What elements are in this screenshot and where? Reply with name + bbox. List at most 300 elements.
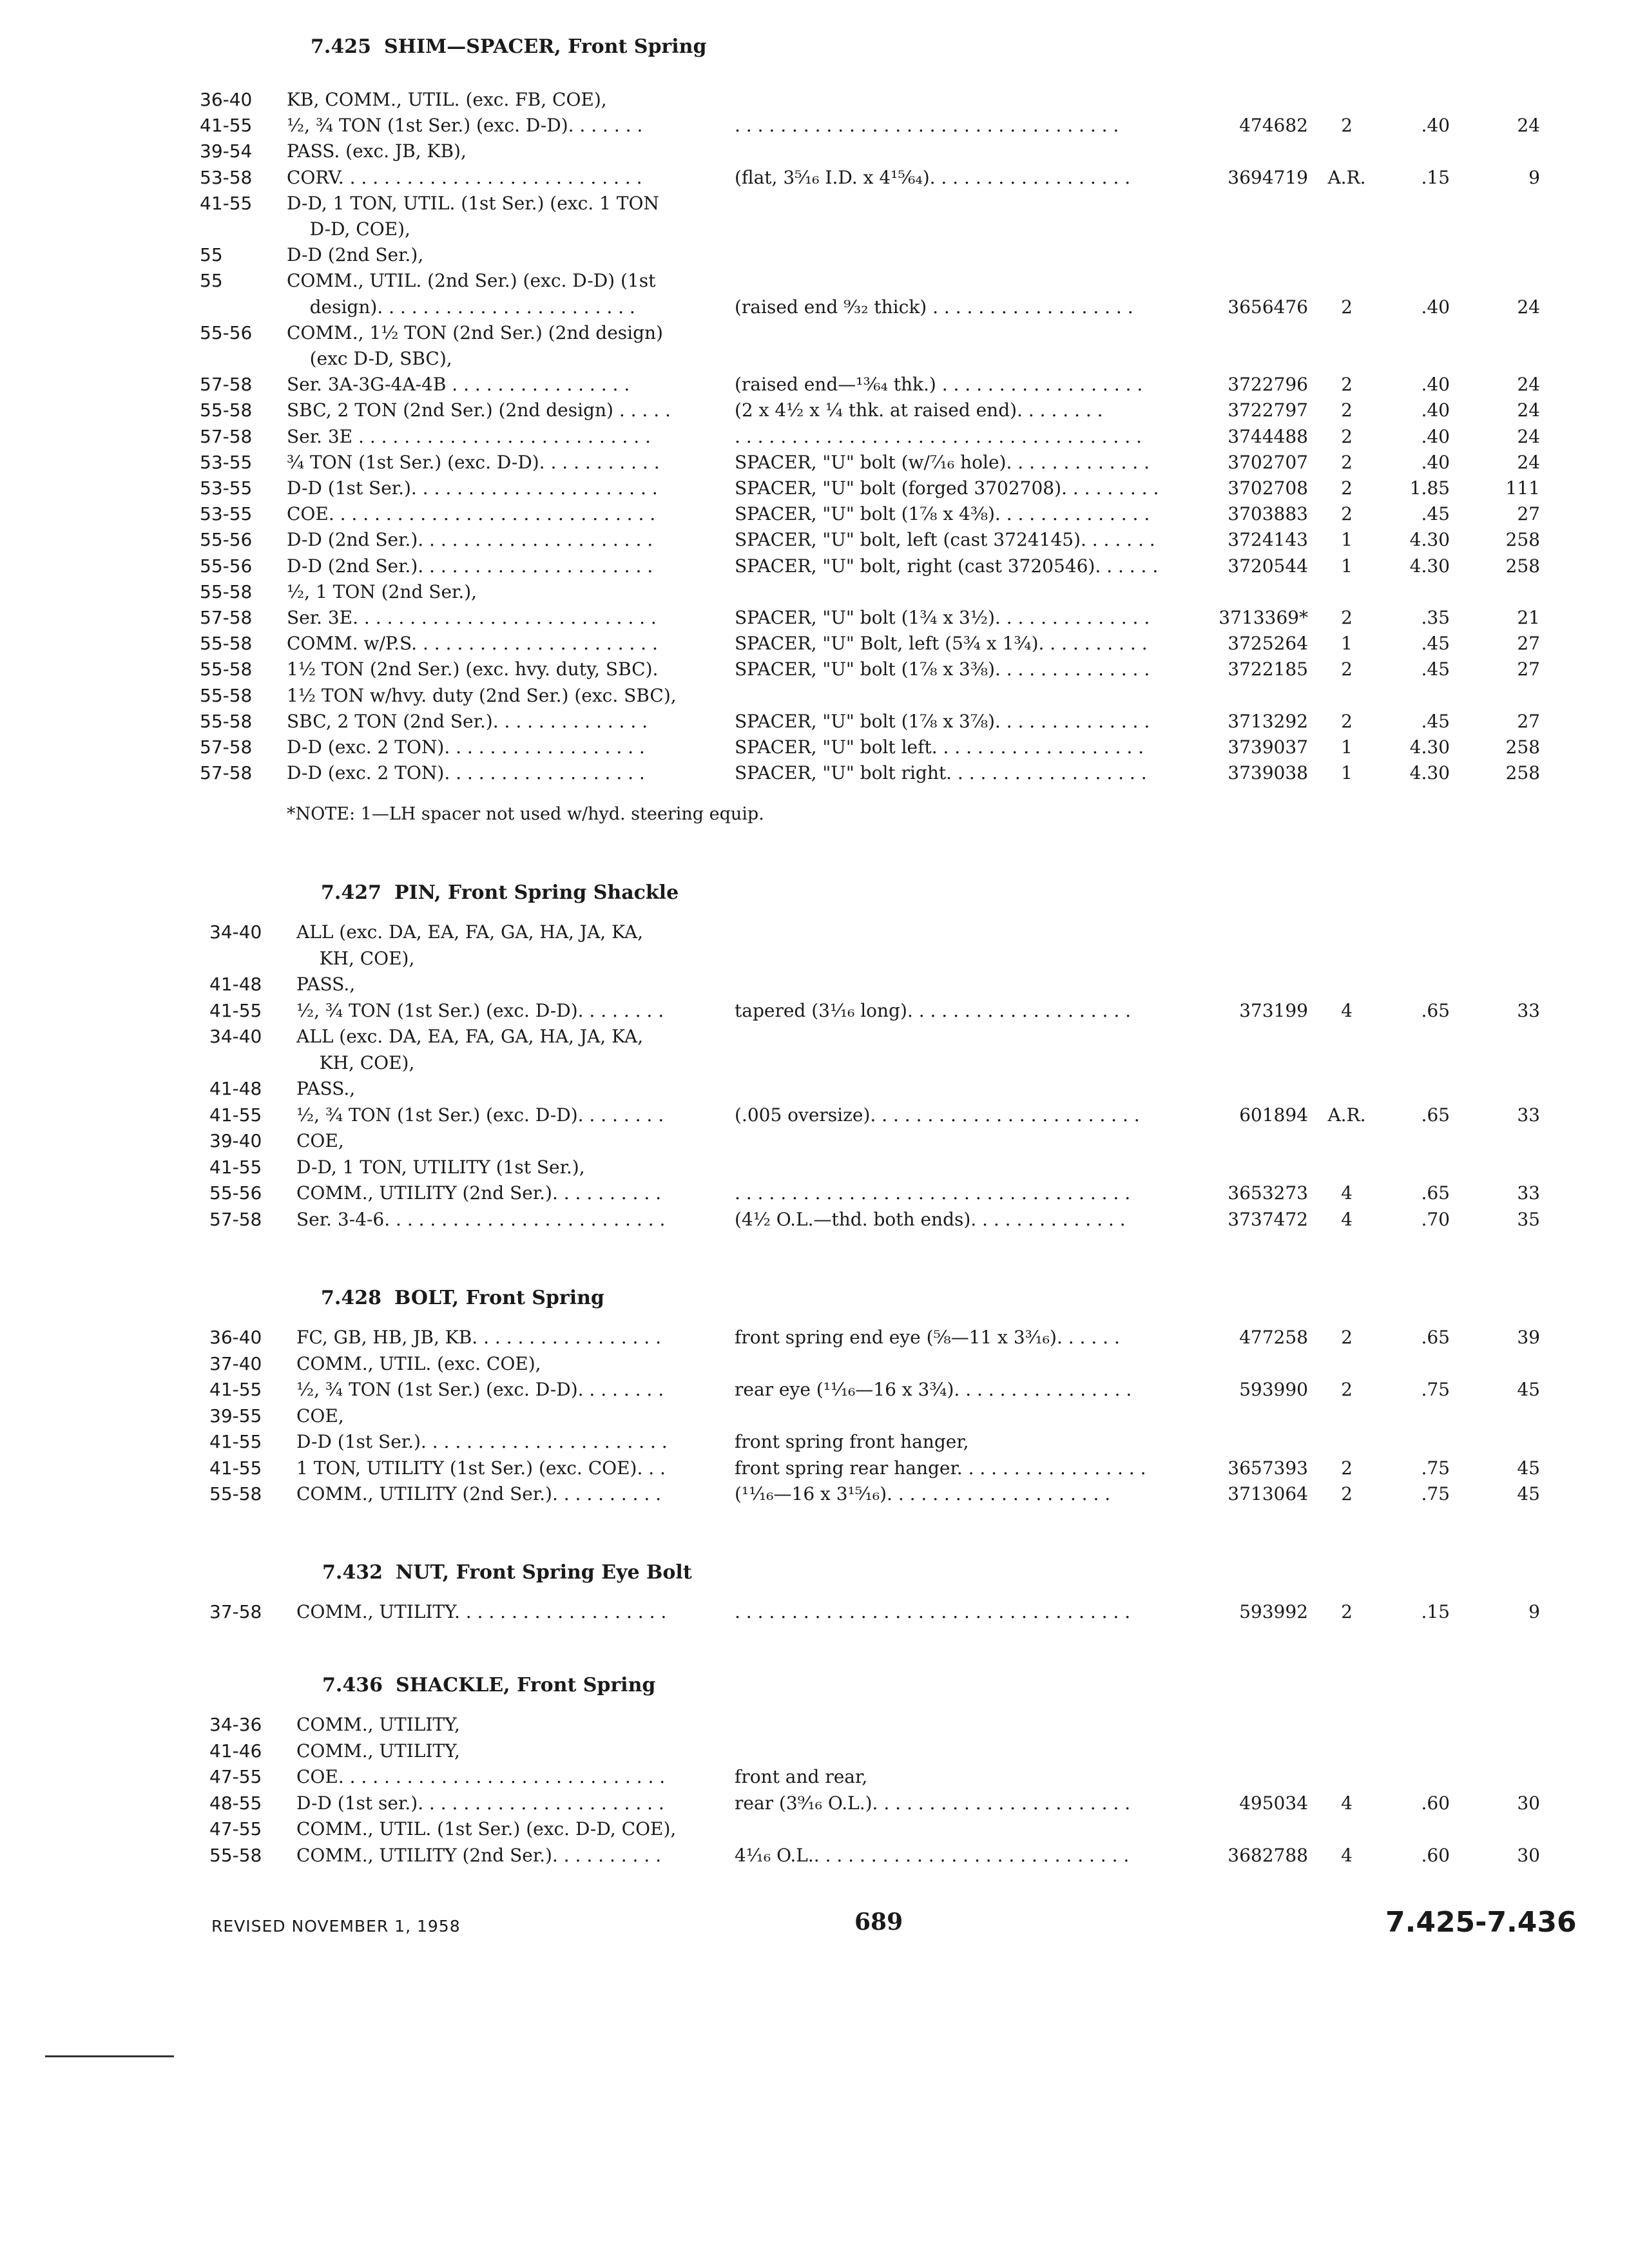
application: COMM., UTILITY (2nd Ser.). . . . . . . . . .	[296, 1483, 662, 1504]
model-years: 41-55	[209, 1104, 262, 1126]
application: COMM., 1½ TON (2nd Ser.) (2nd design)	[287, 322, 663, 343]
application: ½, ¾ TON (1st Ser.) (exc. D-D). . . . . . . .	[296, 1104, 664, 1126]
table-row	[0, 191, 1629, 216]
application: D-D (exc. 2 TON). . . . . . . . . . . . . . . . . .	[287, 762, 645, 783]
list-price: 4.30	[1409, 762, 1450, 783]
list-price: .75	[1421, 1483, 1450, 1504]
part-number: 3713064	[1228, 1483, 1308, 1504]
model-years: 41-55	[209, 1379, 262, 1400]
application: D-D (2nd Ser.),	[287, 244, 424, 265]
table-row	[0, 1180, 1629, 1206]
model-years: 34-40	[209, 1026, 262, 1047]
remarks: front and rear,	[735, 1766, 868, 1787]
table-row	[0, 1024, 1629, 1050]
part-number: 3713369*	[1219, 607, 1308, 628]
price-change: 33	[1517, 1104, 1540, 1126]
price-change: 27	[1517, 503, 1540, 524]
list-price: 4.30	[1409, 736, 1450, 758]
section-number: 7.428	[321, 1287, 381, 1309]
application: FC, GB, HB, JB, KB. . . . . . . . . . . . . . . . .	[296, 1327, 662, 1348]
model-years: 39-55	[209, 1405, 262, 1427]
model-years: 53-55	[200, 477, 253, 499]
price-change: 45	[1517, 1483, 1540, 1504]
application: ½, ¾ TON (1st Ser.) (exc. D-D). . . . . . .	[287, 115, 643, 136]
price-change: 258	[1505, 762, 1540, 783]
list-price: .45	[1421, 658, 1450, 680]
list-price: .45	[1421, 711, 1450, 732]
list-price: .65	[1421, 1182, 1450, 1204]
table-row	[0, 1403, 1629, 1429]
part-number: 593990	[1239, 1379, 1308, 1400]
table-row	[0, 1351, 1629, 1377]
application: D-D (1st ser.). . . . . . . . . . . . . . . . . . . . . .	[296, 1792, 664, 1814]
quantity: 2	[1341, 1379, 1353, 1400]
price-change: 24	[1517, 115, 1540, 136]
quantity: 1	[1341, 529, 1353, 550]
table-row	[0, 1791, 1629, 1816]
remarks: front spring rear hanger. . . . . . . . . . . . . . . . .	[735, 1457, 1146, 1479]
table-row	[0, 1429, 1629, 1455]
price-change: 27	[1517, 658, 1540, 680]
part-number: 3744488	[1228, 426, 1308, 447]
application: D-D (2nd Ser.). . . . . . . . . . . . . . . . . . . . .	[287, 529, 653, 550]
model-years: 55-58	[200, 658, 253, 680]
part-number: 495034	[1239, 1792, 1308, 1814]
part-number: 3656476	[1228, 296, 1308, 318]
table-row	[0, 553, 1629, 579]
part-number: 3702708	[1228, 477, 1308, 499]
list-price: 4.30	[1409, 529, 1450, 550]
part-number: 3722185	[1228, 658, 1308, 680]
application: KB, COMM., UTIL. (exc. FB, COE),	[287, 89, 607, 110]
remarks: SPACER, "U" bolt (1⅞ x 4⅜). . . . . . . . . . . . . .	[735, 503, 1150, 524]
quantity: 4	[1341, 1182, 1353, 1204]
table-row	[0, 1325, 1629, 1350]
model-years: 57-58	[209, 1209, 262, 1230]
list-price: .65	[1421, 1000, 1450, 1021]
page-number: 689	[854, 1908, 903, 1936]
part-number: 3739038	[1228, 762, 1308, 783]
model-years: 57-58	[200, 607, 253, 628]
quantity: 2	[1341, 452, 1353, 473]
table-row	[0, 1764, 1629, 1790]
table-row	[0, 294, 1629, 320]
section-number: 7.436	[322, 1674, 383, 1696]
model-years: 41-55	[200, 115, 253, 136]
application: 1½ TON w/hvy. duty (2nd Ser.) (exc. SBC),	[287, 685, 677, 706]
model-years: 41-55	[200, 193, 253, 214]
application: PASS.,	[296, 974, 356, 995]
part-number: 3720544	[1228, 555, 1308, 577]
application: D-D (1st Ser.). . . . . . . . . . . . . . . . . . . . . .	[287, 477, 658, 499]
list-price: .75	[1421, 1379, 1450, 1400]
section-number: 7.425	[311, 35, 371, 58]
list-price: .60	[1421, 1845, 1450, 1866]
table-row	[0, 1102, 1629, 1128]
price-change: 35	[1517, 1209, 1540, 1230]
model-years: 41-46	[209, 1740, 262, 1762]
list-price: 1.85	[1409, 477, 1450, 499]
model-years: 41-55	[209, 1157, 262, 1178]
application: Ser. 3E . . . . . . . . . . . . . . . . . . . . . . . . . .	[287, 426, 651, 447]
application: COMM., UTIL. (2nd Ser.) (exc. D-D) (1st	[287, 270, 656, 291]
quantity: 1	[1341, 762, 1353, 783]
part-number: 3722797	[1228, 399, 1308, 421]
model-years: 55-58	[200, 685, 253, 706]
part-number: 3694719	[1228, 167, 1308, 188]
application: COE,	[296, 1405, 344, 1427]
price-change: 258	[1505, 529, 1540, 550]
list-price: .40	[1421, 426, 1450, 447]
model-years: 47-55	[209, 1818, 262, 1840]
model-years: 41-48	[209, 974, 262, 995]
list-price: .75	[1421, 1457, 1450, 1479]
table-row	[0, 372, 1629, 398]
application: COMM., UTILITY,	[296, 1740, 460, 1762]
model-years: 55-56	[200, 555, 253, 577]
application: PASS. (exc. JB, KB),	[287, 140, 467, 162]
list-price: .15	[1421, 167, 1450, 188]
part-number: 3724143	[1228, 529, 1308, 550]
table-row	[0, 87, 1629, 113]
quantity: A.R.	[1327, 167, 1366, 188]
part-number: 3653273	[1228, 1182, 1308, 1204]
application: Ser. 3A-3G-4A-4B . . . . . . . . . . . . . . . .	[287, 374, 630, 395]
remarks: (raised end ⁹⁄₃₂ thick) . . . . . . . . . . . . . . . . . .	[735, 296, 1133, 318]
part-number: 373199	[1239, 1000, 1308, 1021]
application: COE. . . . . . . . . . . . . . . . . . . . . . . . . . . . .	[296, 1766, 666, 1787]
application: COMM., UTIL. (1st Ser.) (exc. D-D, COE),	[296, 1818, 677, 1840]
application: ALL (exc. DA, EA, FA, GA, HA, JA, KA,	[296, 1026, 644, 1047]
quantity: 2	[1341, 296, 1353, 318]
table-row	[0, 1816, 1629, 1842]
application: D-D (2nd Ser.). . . . . . . . . . . . . . . . . . . . .	[287, 555, 653, 577]
price-change: 24	[1517, 426, 1540, 447]
model-years: 41-55	[209, 1431, 262, 1452]
price-change: 45	[1517, 1379, 1540, 1400]
application: COE. . . . . . . . . . . . . . . . . . . . . . . . . . . . .	[287, 503, 656, 524]
table-row	[0, 1738, 1629, 1764]
application: 1½ TON (2nd Ser.) (exc. hvy. duty, SBC).	[287, 658, 659, 680]
quantity: 2	[1341, 1483, 1353, 1504]
table-row	[0, 398, 1629, 423]
model-years: 41-55	[209, 1457, 262, 1479]
application: D-D (1st Ser.). . . . . . . . . . . . . . . . . . . . . .	[296, 1431, 668, 1452]
model-years: 55	[200, 244, 223, 265]
table-row	[0, 346, 1629, 372]
list-price: .45	[1421, 633, 1450, 654]
application: KH, COE),	[296, 948, 415, 969]
section-title: NUT, Front Spring Eye Bolt	[395, 1561, 692, 1584]
application: COMM., UTILITY (2nd Ser.). . . . . . . . . .	[296, 1182, 662, 1204]
revision-date: REVISED NOVEMBER 1, 1958	[211, 1917, 461, 1936]
quantity: 2	[1341, 711, 1353, 732]
price-change: 39	[1517, 1327, 1540, 1348]
remarks: front spring end eye (⅝—11 x 3³⁄₁₆). . . . . .	[735, 1327, 1120, 1348]
remarks: (raised end—¹³⁄₆₄ thk.) . . . . . . . . . . . . . . . . . .	[735, 374, 1143, 395]
quantity: 2	[1341, 115, 1353, 136]
remarks: SPACER, "U" bolt, right (cast 3720546). . . . . .	[735, 555, 1159, 577]
section-title: SHIM—SPACER, Front Spring	[383, 35, 707, 58]
remarks: rear (3⁹⁄₁₆ O.L.). . . . . . . . . . . . . . . . . . . . . . .	[735, 1792, 1131, 1814]
price-change: 24	[1517, 399, 1540, 421]
model-years: 48-55	[209, 1792, 262, 1814]
scan-artifact-line	[45, 2055, 174, 2057]
model-years: 55-58	[200, 399, 253, 421]
model-years: 57-58	[200, 374, 253, 395]
quantity: 2	[1341, 374, 1353, 395]
remarks: . . . . . . . . . . . . . . . . . . . . . . . . . . . . . . . . . .	[735, 115, 1119, 136]
model-years: 36-40	[209, 1327, 262, 1348]
remarks: (flat, 3⁵⁄₁₆ I.D. x 4¹⁵⁄₆₄). . . . . . . . . . . . . . . . . .	[735, 167, 1131, 188]
list-price: .45	[1421, 503, 1450, 524]
remarks: SPACER, "U" bolt (w/⁷⁄₁₆ hole). . . . . . . . . . . . .	[735, 452, 1150, 473]
quantity: 4	[1341, 1845, 1353, 1866]
table-row	[0, 631, 1629, 657]
section-title: SHACKLE, Front Spring	[395, 1674, 656, 1696]
model-years: 53-55	[200, 503, 253, 524]
remarks: tapered (3¹⁄₁₆ long). . . . . . . . . . . . . . . . . . . .	[735, 1000, 1132, 1021]
list-price: .70	[1421, 1209, 1450, 1230]
part-number: 3725264	[1228, 633, 1308, 654]
remarks: (.005 oversize). . . . . . . . . . . . . . . . . . . . . . . .	[735, 1104, 1140, 1126]
application: D-D, 1 TON, UTILITY (1st Ser.),	[296, 1157, 585, 1178]
remarks: SPACER, "U" bolt (forged 3702708). . . . . . . . .	[735, 477, 1159, 499]
remarks: SPACER, "U" bolt (1⅞ x 3⅜). . . . . . . . . . . . . .	[735, 658, 1150, 680]
table-row	[0, 1712, 1629, 1738]
section-heading	[321, 1287, 604, 1309]
model-years: 41-55	[209, 1000, 262, 1021]
quantity: 4	[1341, 1792, 1353, 1814]
table-row	[0, 657, 1629, 682]
application: COE,	[296, 1130, 344, 1151]
quantity: A.R.	[1327, 1104, 1366, 1126]
application: Ser. 3-4-6. . . . . . . . . . . . . . . . . . . . . . . . .	[296, 1209, 666, 1230]
part-number: 3737472	[1228, 1209, 1308, 1230]
quantity: 2	[1341, 503, 1353, 524]
price-change: 45	[1517, 1457, 1540, 1479]
section-range: 7.425-7.436	[1385, 1906, 1577, 1939]
application: ALL (exc. DA, EA, FA, GA, HA, JA, KA,	[296, 921, 644, 943]
application: KH, COE),	[296, 1052, 415, 1073]
table-row	[0, 1377, 1629, 1403]
model-years: 41-48	[209, 1078, 262, 1099]
remarks: . . . . . . . . . . . . . . . . . . . . . . . . . . . . . . . . . . .	[735, 1601, 1131, 1622]
quantity: 1	[1341, 555, 1353, 577]
application: COMM., UTILITY (2nd Ser.). . . . . . . . . .	[296, 1845, 662, 1866]
model-years: 55-56	[200, 322, 253, 343]
price-change: 258	[1505, 736, 1540, 758]
model-years: 39-54	[200, 140, 253, 162]
part-number: 3682788	[1228, 1845, 1308, 1866]
table-row	[0, 1599, 1629, 1625]
price-change: 9	[1528, 1601, 1540, 1622]
table-row	[0, 424, 1629, 450]
table-row	[0, 1207, 1629, 1233]
list-price: .65	[1421, 1104, 1450, 1126]
model-years: 57-58	[200, 426, 253, 447]
quantity: 1	[1341, 736, 1353, 758]
quantity: 2	[1341, 607, 1353, 628]
price-change: 33	[1517, 1000, 1540, 1021]
table-row	[0, 113, 1629, 139]
price-change: 9	[1528, 167, 1540, 188]
quantity: 4	[1341, 1000, 1353, 1021]
list-price: .65	[1421, 1327, 1450, 1348]
table-row	[0, 216, 1629, 242]
table-row	[0, 579, 1629, 605]
part-number: 3702707	[1228, 452, 1308, 473]
section-heading	[311, 35, 706, 58]
table-row	[0, 476, 1629, 501]
price-change: 33	[1517, 1182, 1540, 1204]
part-number: 474682	[1239, 115, 1308, 136]
remarks: SPACER, "U" bolt, left (cast 3724145). . . . . . .	[735, 529, 1155, 550]
application: D-D (exc. 2 TON). . . . . . . . . . . . . . . . . .	[287, 736, 645, 758]
table-row	[0, 683, 1629, 709]
application: 1 TON, UTILITY (1st Ser.) (exc. COE). . .	[296, 1457, 666, 1479]
model-years: 53-58	[200, 167, 253, 188]
model-years: 55-58	[209, 1483, 262, 1504]
price-change: 24	[1517, 374, 1540, 395]
quantity: 2	[1341, 1327, 1353, 1348]
quantity: 2	[1341, 477, 1353, 499]
part-number: 3739037	[1228, 736, 1308, 758]
list-price: .40	[1421, 399, 1450, 421]
model-years: 55-58	[200, 581, 253, 602]
remarks: front spring front hanger,	[735, 1431, 969, 1452]
section-heading	[322, 1561, 692, 1584]
price-change: 27	[1517, 633, 1540, 654]
part-number: 3722796	[1228, 374, 1308, 395]
table-row	[0, 1456, 1629, 1481]
application: D-D, COE),	[287, 218, 410, 240]
model-years: 55-58	[209, 1845, 262, 1866]
model-years: 37-58	[209, 1601, 262, 1622]
application: COMM. w/P.S. . . . . . . . . . . . . . . . . . . . . .	[287, 633, 658, 654]
remarks: rear eye (¹¹⁄₁₆—16 x 3¾). . . . . . . . . . . . . . . .	[735, 1379, 1132, 1400]
table-row	[0, 1843, 1629, 1869]
price-change: 258	[1505, 555, 1540, 577]
remarks: (2 x 4½ x ¼ thk. at raised end). . . . . . . .	[735, 399, 1103, 421]
table-row	[0, 450, 1629, 476]
table-row	[0, 605, 1629, 631]
remarks: SPACER, "U" Bolt, left (5¾ x 1¾). . . . . . . . . .	[735, 633, 1148, 654]
table-row	[0, 320, 1629, 346]
application: (exc D-D, SBC),	[287, 348, 452, 369]
model-years: 55-58	[200, 633, 253, 654]
remarks: SPACER, "U" bolt right. . . . . . . . . . . . . . . . . .	[735, 762, 1147, 783]
application: Ser. 3E. . . . . . . . . . . . . . . . . . . . . . . . . . .	[287, 607, 657, 628]
quantity: 2	[1341, 1457, 1353, 1479]
table-row	[0, 998, 1629, 1024]
section-number: 7.427	[321, 881, 381, 904]
table-row	[0, 735, 1629, 760]
model-years: 55-58	[200, 711, 253, 732]
section-number: 7.432	[322, 1561, 383, 1584]
table-row	[0, 972, 1629, 997]
application: CORV. . . . . . . . . . . . . . . . . . . . . . . . . . .	[287, 167, 642, 188]
table-row	[0, 139, 1629, 164]
model-years: 55-56	[209, 1182, 262, 1204]
application: design). . . . . . . . . . . . . . . . . . . . . . .	[287, 296, 635, 318]
table-row	[0, 527, 1629, 553]
section-heading	[321, 881, 679, 904]
table-row	[0, 1076, 1629, 1102]
application: COMM., UTILITY. . . . . . . . . . . . . . . . . . .	[296, 1601, 667, 1622]
remarks: . . . . . . . . . . . . . . . . . . . . . . . . . . . . . . . . . . .	[735, 1182, 1131, 1204]
application: SBC, 2 TON (2nd Ser.) (2nd design) . . . . .	[287, 399, 671, 421]
application: PASS.,	[296, 1078, 356, 1099]
remarks: . . . . . . . . . . . . . . . . . . . . . . . . . . . . . . . . . . . .	[735, 426, 1142, 447]
model-years: 47-55	[209, 1766, 262, 1787]
application: ½, ¾ TON (1st Ser.) (exc. D-D). . . . . . . .	[296, 1000, 664, 1021]
price-change: 30	[1517, 1845, 1540, 1866]
table-row	[0, 165, 1629, 191]
part-number: 477258	[1239, 1327, 1308, 1348]
model-years: 39-40	[209, 1130, 262, 1151]
price-change: 27	[1517, 711, 1540, 732]
remarks: SPACER, "U" bolt left. . . . . . . . . . . . . . . . . . .	[735, 736, 1144, 758]
application: SBC, 2 TON (2nd Ser.). . . . . . . . . . . . . .	[287, 711, 648, 732]
list-price: .35	[1421, 607, 1450, 628]
model-years: 36-40	[200, 89, 253, 110]
list-price: .60	[1421, 1792, 1450, 1814]
model-years: 37-40	[209, 1353, 262, 1374]
table-row	[0, 760, 1629, 786]
part-number: 601894	[1239, 1104, 1308, 1126]
list-price: 4.30	[1409, 555, 1450, 577]
application: ½, ¾ TON (1st Ser.) (exc. D-D). . . . . . . .	[296, 1379, 664, 1400]
table-row	[0, 919, 1629, 945]
part-number: 3657393	[1228, 1457, 1308, 1479]
table-row	[0, 1050, 1629, 1076]
table-row	[0, 709, 1629, 735]
table-row	[0, 242, 1629, 268]
list-price: .40	[1421, 374, 1450, 395]
remarks: (¹¹⁄₁₆—16 x 3¹⁵⁄₁₆). . . . . . . . . . . . . . . . . . . .	[735, 1483, 1111, 1504]
model-years: 57-58	[200, 736, 253, 758]
table-row	[0, 1155, 1629, 1180]
list-price: .40	[1421, 296, 1450, 318]
list-price: .40	[1421, 452, 1450, 473]
quantity: 2	[1341, 426, 1353, 447]
table-row	[0, 1481, 1629, 1507]
model-years: 55-56	[200, 529, 253, 550]
remarks: SPACER, "U" bolt (1⅞ x 3⅞). . . . . . . . . . . . . .	[735, 711, 1150, 732]
model-years: 34-36	[209, 1714, 262, 1735]
price-change: 111	[1505, 477, 1540, 499]
application: D-D, 1 TON, UTIL. (1st Ser.) (exc. 1 TON	[287, 193, 659, 214]
quantity: 1	[1341, 633, 1353, 654]
part-number: 593992	[1239, 1601, 1308, 1622]
quantity: 2	[1341, 399, 1353, 421]
table-row	[0, 946, 1629, 972]
model-years: 55	[200, 270, 223, 291]
application: COMM., UTILITY,	[296, 1714, 460, 1735]
part-number: 3703883	[1228, 503, 1308, 524]
part-number: 3713292	[1228, 711, 1308, 732]
price-change: 30	[1517, 1792, 1540, 1814]
price-change: 21	[1517, 607, 1540, 628]
quantity: 2	[1341, 1601, 1353, 1622]
remarks: 4¹⁄₁₆ O.L.. . . . . . . . . . . . . . . . . . . . . . . . . . . .	[735, 1845, 1130, 1866]
list-price: .40	[1421, 115, 1450, 136]
price-change: 24	[1517, 452, 1540, 473]
table-row	[0, 268, 1629, 294]
application: ¾ TON (1st Ser.) (exc. D-D). . . . . . . . . . .	[287, 452, 660, 473]
remarks: SPACER, "U" bolt (1¾ x 3½). . . . . . . . . . . . . .	[735, 607, 1150, 628]
